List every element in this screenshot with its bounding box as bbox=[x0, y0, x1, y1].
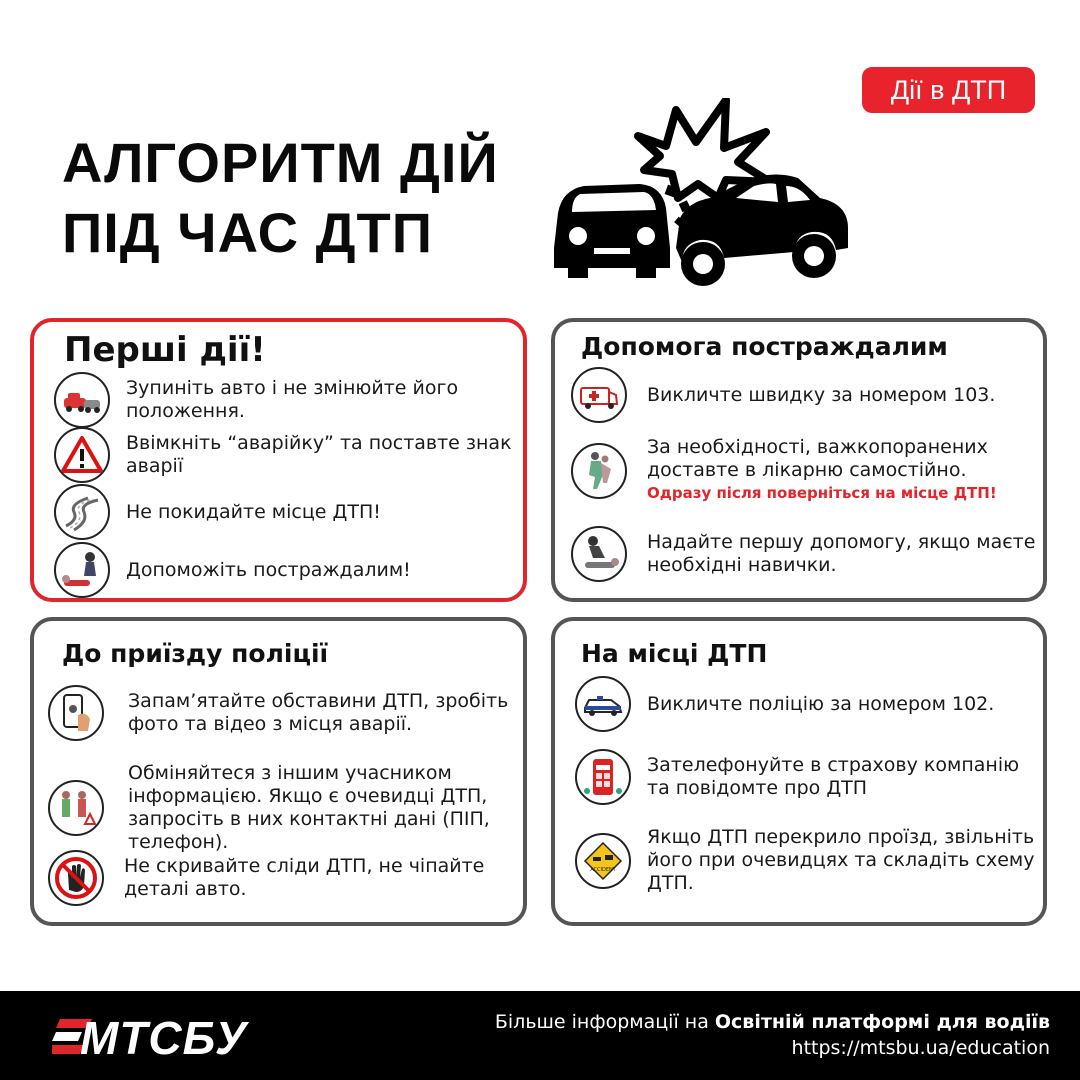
warning-triangle-icon bbox=[54, 427, 110, 483]
list-item bbox=[575, 749, 1041, 805]
at-scene-card bbox=[551, 617, 1047, 926]
phone-booth-icon bbox=[575, 749, 631, 805]
cpr-icon bbox=[571, 526, 627, 582]
phone-camera-icon bbox=[48, 685, 104, 741]
help-victims-card bbox=[551, 318, 1047, 602]
first-aid-person-icon bbox=[54, 542, 110, 598]
footer-info bbox=[495, 1011, 1050, 1033]
item-text bbox=[647, 436, 1041, 505]
first-actions-card bbox=[30, 318, 527, 602]
title-line-1: АЛГОРИТМ ДІЙ bbox=[62, 131, 499, 194]
list-item bbox=[571, 436, 1041, 505]
item-text: Не покидайте місце ДТП! bbox=[126, 500, 381, 523]
no-touch-icon bbox=[48, 850, 104, 906]
list-item bbox=[54, 372, 514, 428]
item-text: Не скривайте сліди ДТП, не чіпайте деталі авто. bbox=[124, 855, 485, 900]
list-item bbox=[54, 542, 514, 598]
item-text: Надайте першу допомогу, якщо маєте необхідні навички. bbox=[647, 531, 1036, 576]
accident-sign-icon bbox=[575, 833, 631, 889]
item-text: Ввімкніть “аварійку” та поставте знак аварії bbox=[126, 432, 512, 477]
footer-url[interactable]: https://mtsbu.ua/education bbox=[791, 1037, 1050, 1059]
page-title bbox=[62, 128, 582, 268]
list-item bbox=[54, 427, 514, 483]
list-item bbox=[54, 484, 514, 540]
people-exchange-icon bbox=[48, 780, 104, 836]
ambulance-icon bbox=[571, 367, 627, 423]
list-item bbox=[575, 826, 1041, 895]
footer-info-platform[interactable]: Освітній платформі для водіїв bbox=[714, 1011, 1050, 1033]
footer bbox=[0, 991, 1080, 1080]
item-text: Обміняйтеся з іншим учасником інформацією. Якщо є очевидці ДТП, запросіть в них контактні дані (ПІП, телефон). bbox=[128, 762, 490, 853]
mtsbu-logo bbox=[52, 1011, 267, 1063]
item-text: Зупиніть авто і не змінюйте його положення. bbox=[126, 377, 459, 422]
item-text: Викличте поліцію за номером 102. bbox=[647, 692, 995, 715]
title-line-2: ПІД ЧАС ДТП bbox=[62, 201, 434, 264]
car-crash-icon bbox=[54, 372, 110, 428]
item-text: Допоможіть постраждалим! bbox=[126, 558, 411, 581]
list-item bbox=[575, 676, 1041, 732]
first-actions-title: Перші дії! bbox=[64, 330, 266, 370]
car-crash-illustration bbox=[548, 98, 858, 293]
list-item bbox=[48, 685, 518, 741]
road-icon bbox=[54, 484, 110, 540]
item-main-text: За необхідності, важкопоранених доставте в лікарню самостійно. bbox=[647, 436, 988, 481]
item-text: Запам’ятайте обставини ДТП, зробіть фото та відео з місця аварії. bbox=[128, 690, 509, 735]
before-police-card bbox=[30, 617, 527, 926]
logo-text: МТСБУ bbox=[80, 1012, 248, 1064]
item-text: Якщо ДТП перекрило проїзд, звільніть його при очевидцях та складіть схему ДТП. bbox=[647, 826, 1035, 894]
item-warning-text: Одразу після поверніться на місце ДТП! bbox=[647, 484, 997, 502]
list-item bbox=[571, 526, 1041, 582]
item-text: Зателефонуйте в страхову компанію та повідомте про ДТП bbox=[647, 754, 1020, 799]
list-item bbox=[48, 850, 518, 906]
svg-text:ACCIDENT: ACCIDENT bbox=[590, 866, 616, 873]
list-item bbox=[48, 762, 518, 854]
help-victims-title: Допомога постраждалим bbox=[581, 332, 948, 361]
before-police-title: До приїзду поліції bbox=[62, 639, 329, 668]
category-badge: Дії в ДТП bbox=[862, 67, 1035, 113]
carry-person-icon bbox=[571, 443, 627, 499]
list-item bbox=[571, 367, 1041, 423]
item-text: Викличте швидку за номером 103. bbox=[647, 383, 996, 406]
police-car-icon bbox=[575, 676, 631, 732]
at-scene-title: На місці ДТП bbox=[581, 639, 768, 668]
footer-info-prefix: Більше інформації на bbox=[494, 1011, 715, 1033]
